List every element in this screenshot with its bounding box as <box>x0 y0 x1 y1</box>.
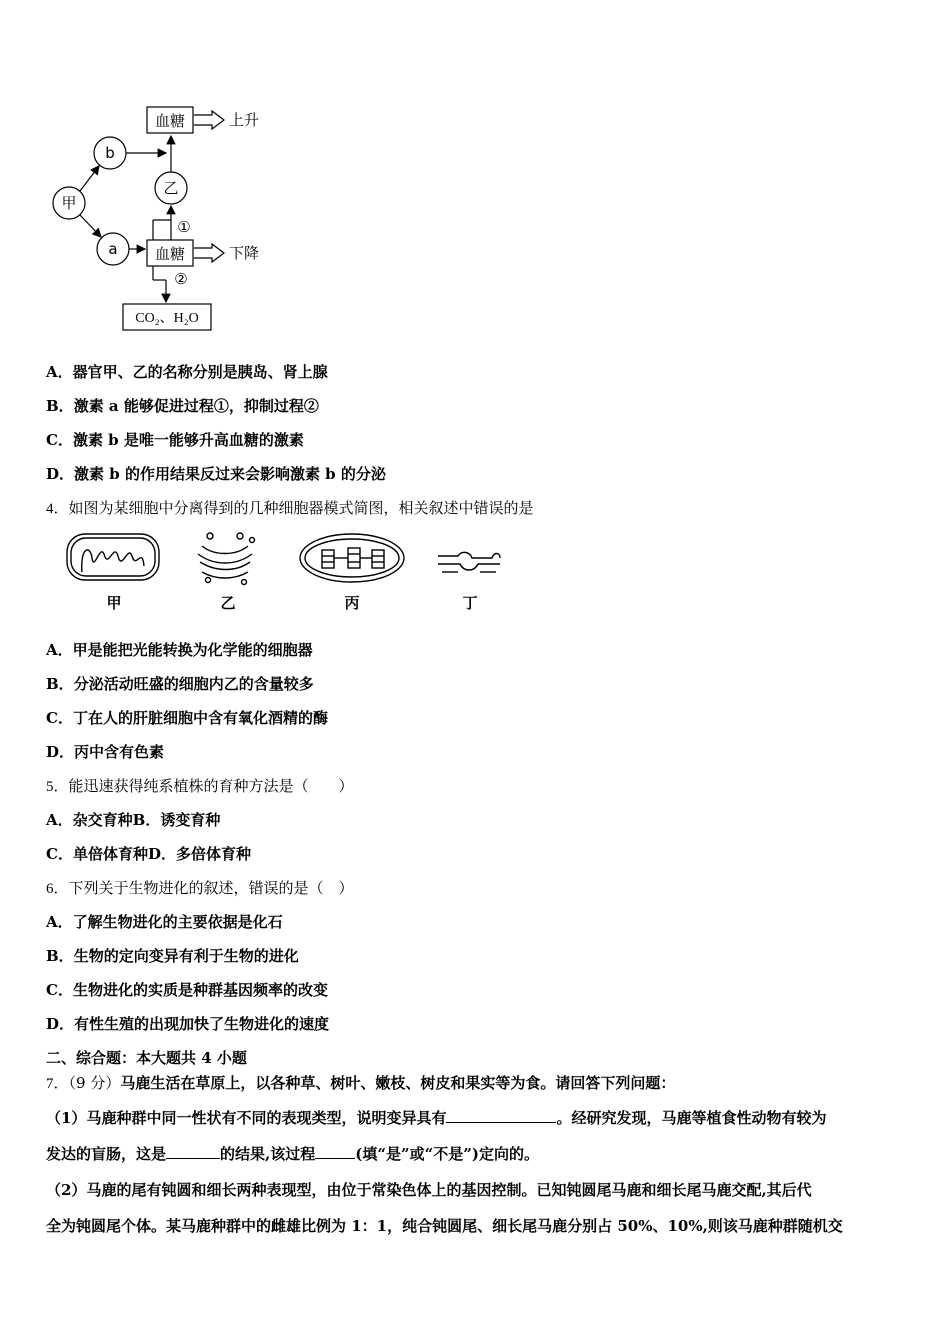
q6-option-a: A．了解生物进化的主要依据是化石 <box>46 913 283 931</box>
q3-option-a: A．器官甲、乙的名称分别是胰岛、肾上腺 <box>46 363 328 381</box>
q6-stem: 6．下列关于生物进化的叙述，错误的是（ ） <box>46 879 354 897</box>
q5-options-line2: C．单倍体育种D．多倍体育种 <box>46 845 251 863</box>
q5-stem: 5．能迅速获得纯系植株的育种方法是（ ） <box>46 777 354 795</box>
organelle-bing <box>300 534 404 582</box>
svg-text:上升: 上升 <box>228 111 260 129</box>
q6-option-d: D．有性生殖的出现加快了生物进化的速度 <box>46 1015 330 1033</box>
q4-option-b: B．分泌活动旺盛的细胞内乙的含量较多 <box>46 675 314 693</box>
svg-text:甲: 甲 <box>61 194 77 212</box>
organelle-jia <box>67 534 159 580</box>
q6-option-b: B．生物的定向变异有利于生物的进化 <box>46 947 299 965</box>
svg-text:乙: 乙 <box>163 179 179 197</box>
svg-text:①: ① <box>177 218 191 236</box>
q7-blank-1[interactable] <box>446 1106 556 1123</box>
organelle-yi <box>198 533 255 585</box>
organelle-ding <box>438 552 500 572</box>
q3-option-b: B．激素 a 能够促进过程①，抑制过程② <box>46 397 319 415</box>
q7-blank-3[interactable] <box>315 1142 355 1159</box>
svg-text:b: b <box>105 144 115 162</box>
svg-text:乙: 乙 <box>220 594 236 612</box>
q3-option-c: C．激素 b 是唯一能够升高血糖的激素 <box>46 431 304 449</box>
q7-part2: （2）马鹿的尾有钝圆和细长两种表现型，由位于常染色体上的基因控制。已知钝圆尾马鹿和细长尾马鹿交配,其后代 全为钝圆尾个体。某马鹿种群中的雌雄比例为 1：1，纯合钝圆尾、细长尾马鹿分别占 50%、10%,则该马鹿种群随机交 <box>46 1181 843 1235</box>
svg-text:②: ② <box>174 270 188 288</box>
q4-option-a: A．甲是能把光能转换为化学能的细胞器 <box>46 641 313 659</box>
svg-text:血糖: 血糖 <box>154 245 186 263</box>
q7-part1: （1）马鹿种群中同一性状有不同的表现类型，说明变异具有 。经研究发现，马鹿等植食性动物有较为 发达的盲肠，这是 的结果,该过程 (填“是”或“不是”)定向的。 <box>46 1100 916 1172</box>
q4-stem: 4．如图为某细胞中分离得到的几种细胞器模式简图，相关叙述中错误的是 <box>46 499 534 517</box>
q5-options-line1: A．杂交育种B．诱变育种 <box>46 811 221 829</box>
svg-text:丁: 丁 <box>462 594 478 612</box>
q7-stem: 7．（9 分）马鹿生活在草原上，以各种草、树叶、嫩枝、树皮和果实等为食。请回答下列问题： <box>46 1074 676 1092</box>
section2-title: 二、综合题：本大题共 4 小题 <box>46 1049 247 1067</box>
svg-text:CO₂、H₂O: CO₂、H₂O <box>135 311 199 326</box>
svg-text:丙: 丙 <box>344 594 360 612</box>
svg-text:a: a <box>108 240 118 258</box>
blood-sugar-diagram <box>48 100 278 335</box>
q6-option-c: C．生物进化的实质是种群基因频率的改变 <box>46 981 328 999</box>
q3-option-d: D．激素 b 的作用结果反过来会影响激素 b 的分泌 <box>46 465 386 483</box>
svg-text:下降: 下降 <box>228 244 260 262</box>
q7-blank-2[interactable] <box>166 1142 220 1159</box>
svg-text:血糖: 血糖 <box>154 112 186 130</box>
organelles-figure <box>60 528 520 616</box>
q4-option-c: C．丁在人的肝脏细胞中含有氧化酒精的酶 <box>46 709 328 727</box>
svg-text:甲: 甲 <box>106 594 122 612</box>
q4-option-d: D．丙中含有色素 <box>46 743 165 761</box>
